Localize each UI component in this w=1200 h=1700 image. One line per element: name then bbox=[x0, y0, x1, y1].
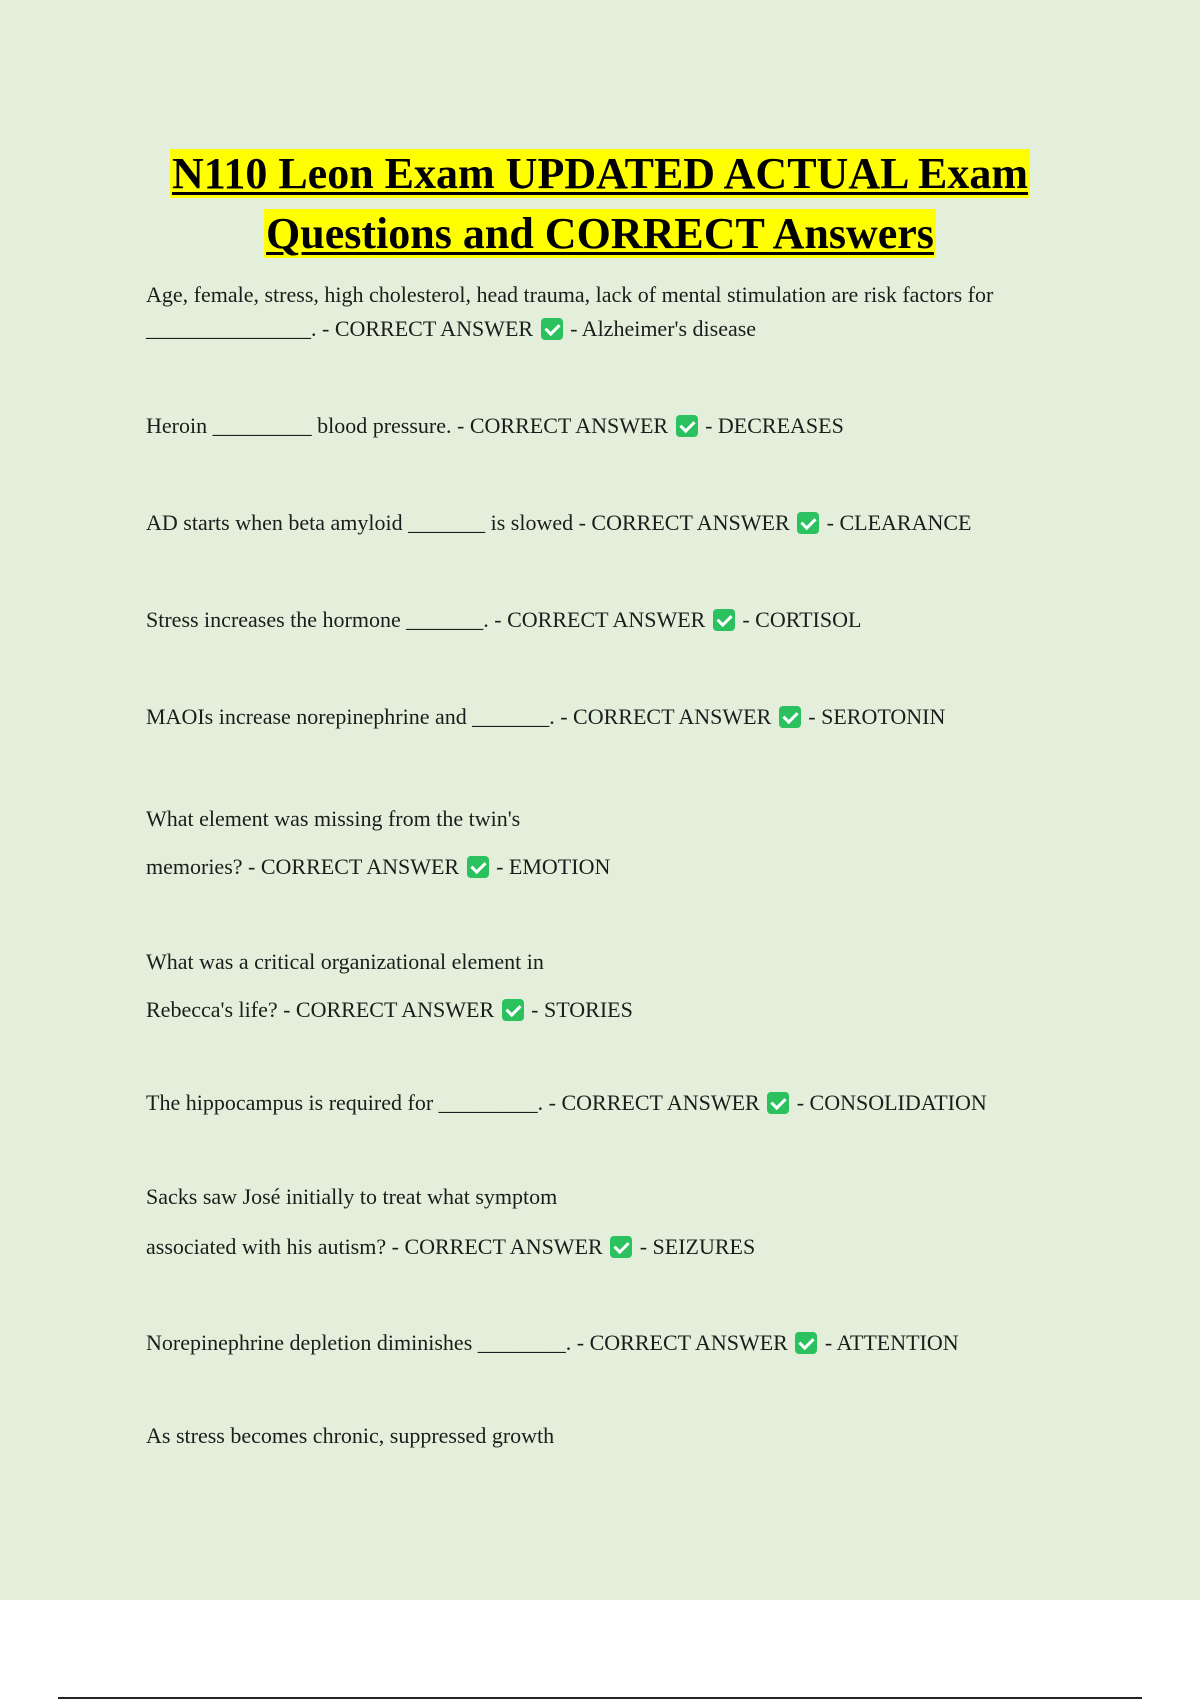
question-text: associated with his autism? bbox=[146, 1234, 387, 1259]
question-text: As stress becomes chronic, suppressed growth bbox=[146, 1423, 555, 1448]
green-check-box-icon bbox=[467, 856, 489, 878]
green-check-box-icon bbox=[676, 415, 698, 437]
footer-divider bbox=[58, 1697, 1142, 1699]
question-text: Stress increases the hormone _______. bbox=[146, 607, 489, 632]
qa-item bbox=[146, 278, 1086, 346]
answer-text: - ATTENTION bbox=[824, 1330, 959, 1355]
question-text: _______________. bbox=[146, 316, 317, 341]
qa-item bbox=[146, 1086, 1086, 1120]
green-check-box-icon bbox=[797, 512, 819, 534]
question-text: MAOIs increase norepinephrine and _______. bbox=[146, 704, 555, 729]
answer-text: - Alzheimer's disease bbox=[570, 316, 757, 341]
title-line-1: N110 Leon Exam UPDATED ACTUAL Exam bbox=[171, 149, 1029, 198]
qa-item bbox=[146, 409, 1086, 443]
answer-text: - SEIZURES bbox=[639, 1234, 756, 1259]
answer-text: - SEROTONIN bbox=[808, 704, 946, 729]
correct-answer-tag: - CORRECT ANSWER bbox=[494, 607, 706, 632]
question-text: What was a critical organizational element in bbox=[146, 949, 544, 974]
qa-item bbox=[146, 506, 1086, 540]
qa-item bbox=[146, 1326, 1086, 1360]
correct-answer-tag: - CORRECT ANSWER bbox=[248, 854, 460, 879]
qa-item bbox=[146, 603, 1086, 637]
green-check-box-icon bbox=[779, 706, 801, 728]
green-check-box-icon bbox=[767, 1092, 789, 1114]
correct-answer-tag: - CORRECT ANSWER bbox=[560, 704, 772, 729]
correct-answer-tag: - CORRECT ANSWER bbox=[578, 510, 790, 535]
question-text: memories? bbox=[146, 854, 243, 879]
correct-answer-tag: - CORRECT ANSWER bbox=[391, 1234, 603, 1259]
correct-answer-tag: - CORRECT ANSWER bbox=[322, 316, 534, 341]
correct-answer-tag: - CORRECT ANSWER bbox=[457, 413, 669, 438]
answer-text: - CORTISOL bbox=[742, 607, 862, 632]
green-check-box-icon bbox=[713, 609, 735, 631]
qa-item bbox=[146, 700, 1086, 734]
answer-text: - DECREASES bbox=[705, 413, 844, 438]
answer-text: - CONSOLIDATION bbox=[796, 1090, 987, 1115]
qa-item bbox=[146, 1419, 1086, 1453]
answer-text: - CLEARANCE bbox=[826, 510, 972, 535]
green-check-box-icon bbox=[795, 1332, 817, 1354]
question-text: Age, female, stress, high cholesterol, head trauma, lack of mental stimulation are risk factors for bbox=[146, 282, 994, 307]
question-text: Norepinephrine depletion diminishes ________. bbox=[146, 1330, 572, 1355]
question-text: Heroin _________ blood pressure. bbox=[146, 413, 452, 438]
answer-text: - EMOTION bbox=[496, 854, 611, 879]
question-text: Rebecca's life? bbox=[146, 997, 278, 1022]
qa-item bbox=[146, 1172, 1086, 1272]
qa-item bbox=[146, 938, 1086, 1034]
correct-answer-tag: - CORRECT ANSWER bbox=[576, 1330, 788, 1355]
qa-item bbox=[146, 795, 1086, 891]
document-title bbox=[100, 144, 1100, 264]
question-text: The hippocampus is required for _________. bbox=[146, 1090, 544, 1115]
title-line-2: Questions and CORRECT Answers bbox=[266, 209, 934, 258]
correct-answer-tag: - CORRECT ANSWER bbox=[283, 997, 495, 1022]
green-check-box-icon bbox=[541, 318, 563, 340]
question-text: AD starts when beta amyloid _______ is slowed bbox=[146, 510, 574, 535]
green-check-box-icon bbox=[610, 1236, 632, 1258]
question-text: What element was missing from the twin's bbox=[146, 806, 521, 831]
question-text: Sacks saw José initially to treat what symptom bbox=[146, 1184, 558, 1209]
green-check-box-icon bbox=[502, 999, 524, 1021]
correct-answer-tag: - CORRECT ANSWER bbox=[548, 1090, 760, 1115]
answer-text: - STORIES bbox=[531, 997, 633, 1022]
